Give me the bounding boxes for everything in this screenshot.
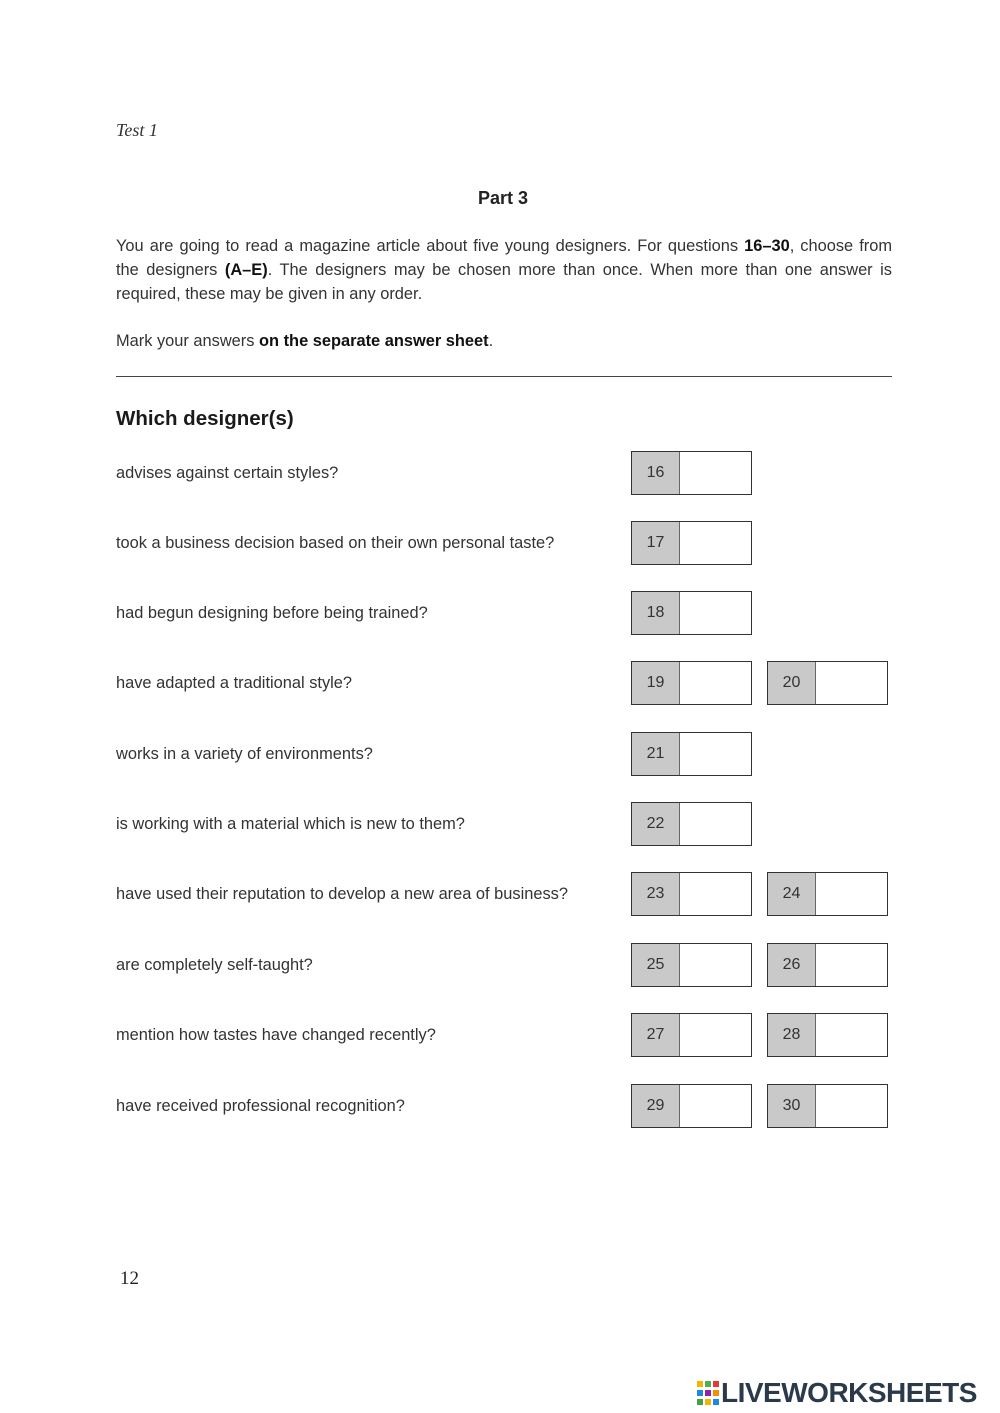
question-row [0,732,1000,776]
question-number: 30 [768,1085,816,1127]
question-number: 22 [632,803,680,845]
test-label: Test 1 [116,120,158,140]
question-text: have used their reputation to develop a new area of business? [116,885,568,903]
mark-answers-bold: on the separate answer sheet [259,332,489,350]
question-row [0,1084,1000,1128]
instructions [116,234,892,306]
question-number: 24 [768,873,816,915]
question-row [0,661,1000,705]
question-text: had begun designing before being trained? [116,604,428,622]
question-row [0,591,1000,635]
answer-box[interactable] [631,872,752,916]
answer-box[interactable] [631,661,752,705]
page-number: 12 [120,1268,139,1289]
answer-box[interactable] [631,591,752,635]
question-number: 29 [632,1085,680,1127]
instructions-text-2: , choose from the designers [116,237,892,279]
question-row [0,1013,1000,1057]
section-title: Which designer(s) [116,407,294,430]
question-text: have adapted a traditional style? [116,674,353,692]
question-text: are completely self-taught? [116,956,313,974]
question-number: 25 [632,944,680,986]
question-text: took a business decision based on their own personal taste? [116,534,555,552]
designers-range: (A–E) [224,261,268,279]
question-number: 18 [632,592,680,634]
question-number: 26 [768,944,816,986]
answer-box[interactable] [631,732,752,776]
question-number: 19 [632,662,680,704]
liveworksheets-logo-icon [697,1381,719,1405]
question-text: works in a variety of environments? [116,745,373,763]
brand-name: LIVEWORKSHEETS [721,1377,977,1408]
answer-box[interactable] [767,943,888,987]
question-row [0,451,1000,495]
liveworksheets-brand [697,1376,977,1410]
answer-box[interactable] [631,451,752,495]
answer-box[interactable] [767,661,888,705]
instructions-text-1: You are going to read a magazine article about five young designers. For questions [116,237,745,255]
questions-range: 16–30 [744,237,790,255]
question-row [0,802,1000,846]
mark-answers-text: Mark your answers [116,332,260,350]
answer-box[interactable] [631,521,752,565]
answer-box[interactable] [767,1013,888,1057]
divider [116,376,892,377]
answer-box[interactable] [631,802,752,846]
question-number: 23 [632,873,680,915]
instructions-text-3: . The designers may be chosen more than once. When more than one answer is required, these may be given in any order. [116,261,892,303]
question-number: 17 [632,522,680,564]
answer-box[interactable] [631,943,752,987]
mark-answers-end: . [488,332,494,350]
question-text: have received professional recognition? [116,1097,405,1115]
question-number: 20 [768,662,816,704]
question-text: mention how tastes have changed recently? [116,1026,436,1044]
answer-box[interactable] [767,1084,888,1128]
question-number: 16 [632,452,680,494]
answer-box[interactable] [767,872,888,916]
answer-box[interactable] [631,1013,752,1057]
question-text: is working with a material which is new to them? [116,815,465,833]
question-number: 28 [768,1014,816,1056]
question-row [0,943,1000,987]
question-text: advises against certain styles? [116,464,339,482]
answer-box[interactable] [631,1084,752,1128]
part-title: Part 3 [477,188,529,208]
question-row [0,521,1000,565]
question-number: 27 [632,1014,680,1056]
mark-answers-line [116,329,493,353]
question-row [0,872,1000,916]
question-number: 21 [632,733,680,775]
